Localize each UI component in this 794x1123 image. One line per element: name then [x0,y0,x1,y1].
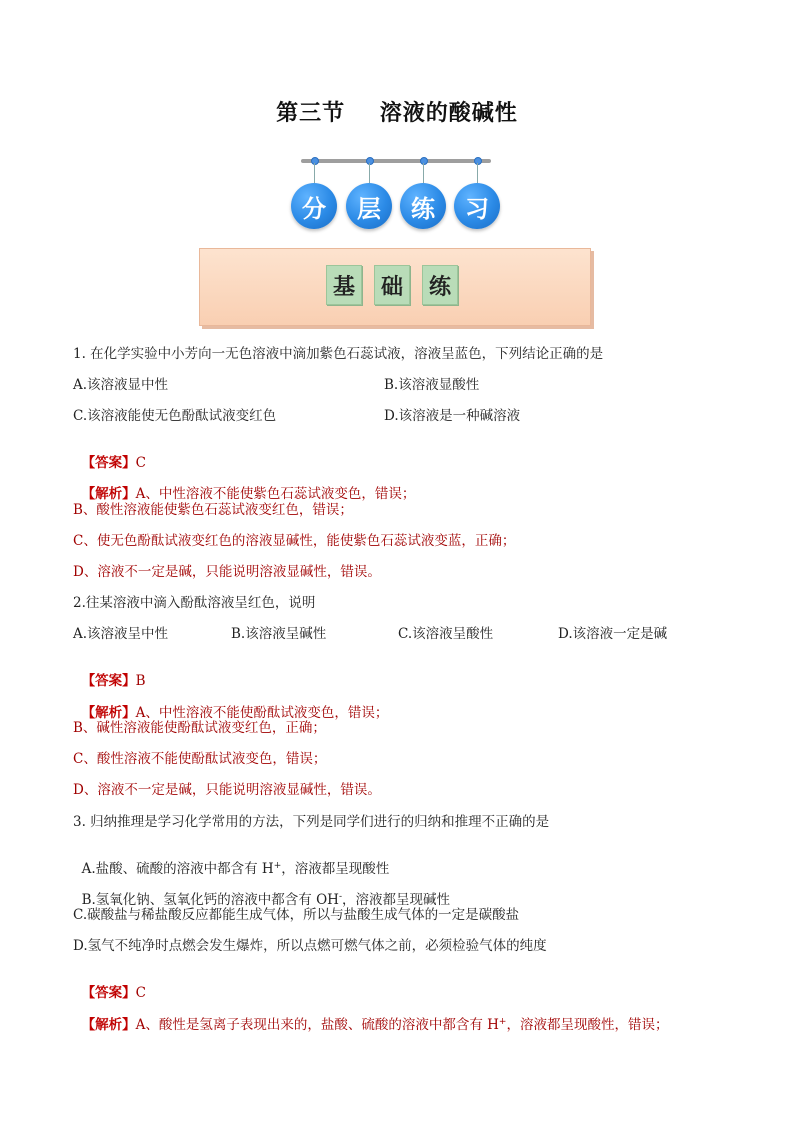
superscript: - [338,892,342,902]
option-d: D.该溶液一定是碱 [558,626,668,642]
analysis-text: C、酸性溶液不能使酚酞试液变色，错误； [73,751,327,767]
banner-ball: 分 [291,183,337,229]
answer-line [73,969,146,1001]
analysis-text: B、碱性溶液能使酚酞试液变红色，正确； [73,720,326,736]
analysis-text: A、中性溶液不能使酚酞试液变色，错误； [135,705,389,721]
analysis-text: B、酸性溶液能使紫色石蕊试液变红色，错误； [73,502,353,518]
banner-rail [301,159,491,163]
answer-label: 【答案】 [81,455,136,471]
analysis-label: 【解析】 [81,1017,136,1033]
banner-pin [366,157,374,165]
banner-ball: 练 [400,183,446,229]
option-b: B.该溶液显酸性 [384,377,480,393]
section-tile: 基 [326,265,362,305]
option-b-text-end: ，溶液都呈现碱性 [341,892,450,908]
section-tile: 练 [422,265,458,305]
answer-label: 【答案】 [81,985,136,1001]
analysis-text: D、溶液不一定是碱，只能说明溶液显碱性，错误。 [73,564,381,580]
answer-label: 【答案】 [81,673,136,689]
answer-value: C [135,455,146,471]
superscript: + [273,861,282,871]
banner-pin [420,157,428,165]
option-b-text: B.氢氧化钠、氢氧化钙的溶液中都含有 OH [81,892,339,908]
banner-string [423,163,424,183]
question-stem: 2.往某溶液中滴入酚酞溶液呈红色，说明 [73,595,316,611]
analysis-text: A、中性溶液不能使紫色石蕊试液变色，错误； [135,486,416,502]
option-a: A.该溶液显中性 [73,377,169,393]
analysis-text: A、酸性是氢离子表现出来的，盐酸、硫酸的溶液中都含有 H [135,1017,499,1033]
banner-string [314,163,315,183]
analysis-label: 【解析】 [81,486,136,502]
page-title: 第三节 溶液的酸碱性 [276,101,518,126]
question-stem: 3. 归纳推理是学习化学常用的方法，下列是同学们进行的归纳和推理不正确的是 [73,814,550,830]
analysis-line [73,689,388,721]
option-a-text-end: ，溶液都呈现酸性 [281,861,390,877]
question-stem: 1. 在化学实验中小芳向一无色溶液中滴加紫色石蕊试液，溶液呈蓝色，下列结论正确的是 [73,346,604,362]
option-a-text: A.盐酸、硫酸的溶液中都含有 H [81,861,274,877]
answer-value: C [135,985,146,1001]
option-b: B.该溶液呈碱性 [231,626,327,642]
answer-value: B [135,673,146,689]
banner-ball: 层 [346,183,392,229]
option-c: C.该溶液呈酸性 [398,626,494,642]
banner-pin [474,157,482,165]
option-d: D.氢气不纯净时点燃会发生爆炸，所以点燃可燃气体之前，必须检验气体的纯度 [73,938,547,954]
option-b [73,876,450,908]
analysis-line [73,1001,668,1033]
analysis-line [73,470,415,502]
analysis-text: D、溶液不一定是碱，只能说明溶液显碱性，错误。 [73,782,381,798]
analysis-label: 【解析】 [81,705,136,721]
analysis-text-end: ，溶液都呈现酸性，错误； [506,1017,669,1033]
banner-pin [311,157,319,165]
section-heading [326,265,458,305]
analysis-text: C、使无色酚酞试液变红色的溶液显碱性，能使紫色石蕊试液变蓝，正确； [73,533,516,549]
banner-string [369,163,370,183]
option-a: A.该溶液呈中性 [73,626,169,642]
option-d: D.该溶液是一种碱溶液 [384,408,521,424]
section-tile: 础 [374,265,410,305]
superscript: + [498,1017,507,1027]
option-c: C.碳酸盐与稀盐酸反应都能生成气体，所以与盐酸生成气体的一定是碳酸盐 [73,907,520,923]
answer-line [73,439,146,471]
banner-ball: 习 [454,183,500,229]
banner-string [477,163,478,183]
option-c: C.该溶液能使无色酚酞试液变红色 [73,408,277,424]
option-a [73,845,389,877]
answer-line [73,657,146,689]
